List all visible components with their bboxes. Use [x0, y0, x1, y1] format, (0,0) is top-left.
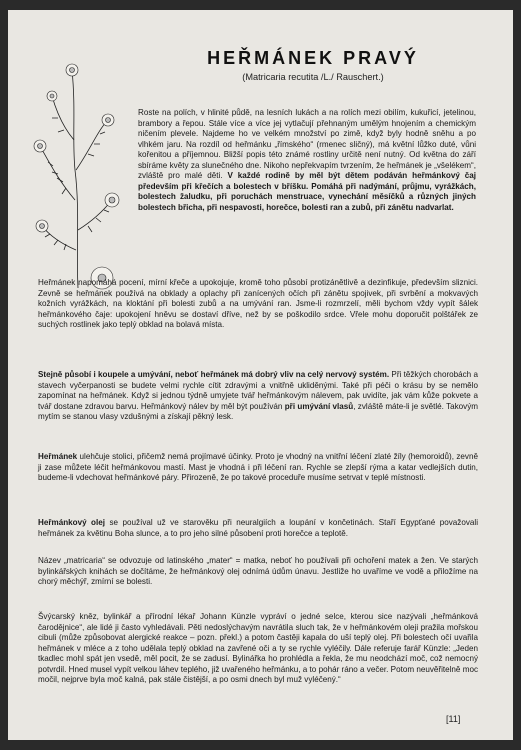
hair-wash-bold: při umývání vlasů	[284, 401, 354, 411]
paragraph-intro	[138, 108, 476, 213]
book-page	[8, 10, 513, 740]
page-subtitle: (Matricaria recutita /L./ Rauschert.)	[242, 72, 384, 82]
intro-bold-text: V každé rodině by měl být dětem podáván heřmánkový čaj především při křečích a bolestech v bříšku. Pomáhá při nadýmání, průjmu, vyrážkách, bolestech žaludku, při poruchách menstruace, vynechání měsíčků a různých jiných bolestech břicha, při nespavosti, horečce, bolesti ran a zubů, při zánětu nadvarlat.	[138, 171, 477, 212]
paragraph-oil	[38, 518, 478, 539]
digestion-text: ulehčuje stolici, přičemž nemá projímavé účinky. Proto je vhodný na vnitřní léčení zlaté žíly (hemoroidů), zevně ji zase můžete léčit heřmánkovou mastí. Mast je vhodná i při léčení ran. Rychle se zlepší rýma a katar vedlejších dutin, budeme-li vdechovat heřmánkové páry. Přirozeně, že po takové proceduře musíme setrvat v teplé místnosti.	[38, 452, 478, 482]
baths-text-end: , zvláště máte-li je světlé. Takovým mytím se stanou vlasy vzdušnými a získají pěkný lesk.	[38, 401, 479, 421]
intro-text: Roste na polích, v hlinité půdě, na lesních lukách a na rolích mezi obilím, kukuřicí, jetelinou, brambory a řepou. Stále více a více jej vytlačují přehnaným umělým hnojením a chemickým ničením plevele. Najdeme ho ve velkém množství po zimě, když byly hodně sněhu a po vlhkém jaru. Na rozdíl od heřmánku „římského“ (rmenec sličný), má květní lůžko duté, vůni kořenitou a příjemnou. Bližší popis této známé rostliny určitě není nutný. Od května do září sbíráme květy za slunečného dne. Nikoho nepřekvapím tvrzením, že heřmánek je „všelékem“, zvláště pro malé děti.	[138, 108, 476, 180]
paragraph-digestion	[38, 452, 478, 484]
oil-bold-lead: Heřmánkový olej	[38, 518, 106, 527]
chamomile-illustration	[18, 50, 130, 290]
paragraph-kunzle-story: Švýcarský kněz, bylinkář a přírodní lékař Johann Künzle vypráví o jedné selce, kterou sice nazývali „heřmánková čarodějnice“, ale lidé ji často vyhledávali. Pěti nedoslýchavým navrátila sluch tak, že v heřmánkovém oleji pražila mořskou cibuli (může způsobovat alergické reakce – pozn. překl.) a potom častěji kapala do uší teplý olej. Při bolestech očí uvařila heřmánek v mléce a z toho udělala teplý obklad na zavřené oči a ty se rychle vyléčily. Dále referuje farář Künzle: „Jeden tkadlec mohl spát jen vsedě, měl pocit, že se zadusí. Bylinářka ho prohlédla a řekla, že mu neodchází moč, což nemocný potvrdil. Hned musel vypít velkou láhev teplého, již uvařeného heřmánku, a to pohár ráno a večer. Potom neuvěřitelně moc močil, nejprve byla moč kalná, pak stále čistější, a po osmi dnech byl muž vyléčený.“	[38, 612, 478, 684]
paragraph-baths	[38, 370, 478, 423]
page-number: [11]	[446, 714, 461, 724]
baths-bold-lead: Stejně působí i koupele a umývání, neboť heřmánek má dobrý vliv na celý nervový systém.	[38, 370, 390, 379]
page-title: HEŘMÁNEK PRAVÝ	[207, 48, 419, 68]
paragraph-effects: Heřmánek napomáhá pocení, mírní křeče a upokojuje, kromě toho působí protizánětlivě a dezinfikuje, především sliznici. Zevně se heřmánek používá na obklady a oplachy při zanícených očích při zánětu spojivek, při svrbění a mokvavých kožních vyrážkách, na kloktání při bolesti zubů a na umývání ran. Jsme-li rozmrzelí, měli bychom vždy vypít šálek heřmánkového čaje: upokojení hněvu se dostaví dříve, než by se poškodilo srdce. Vřele mohu doporučit polštářek ze suchých rostlinek jako teplý obklad na bolavá místa.	[38, 278, 478, 329]
digestion-bold-lead: Heřmánek	[38, 452, 78, 461]
baths-text: Při těžkých chorobách a stavech vyčerpanosti se budete velmi rychle cítit zdravými a vnitřně ukliděnými. Také při péči o krásu by se nemělo zapomínat na heřmánek. Když si jednou týdně umyjete tvář heřmánkovým nálevem, pak uvidíte, jak vám kůže pokvete a tvář dostane zdravou barvu. Heřmánkový nálev by měl být používán	[38, 370, 478, 411]
paragraph-name-origin: Název „matricaria“ se odvozuje od latinského „mater“ = matka, neboť ho používali při ochoření matek a žen. Ve starých bylinkářských knihách se dočítáme, že heřmánkový olej odnímá údům únavu. Jestliže ho uvaříme ve vodě a přiložíme na chorý měchýř, zmírní se bolesti.	[38, 556, 478, 586]
oil-text: se používal už ve starověku při neuralgiích a loupání v končetinách. Staří Egypťané považovali heřmánek za květinu Boha slunce, a to pro jeho silné působení proti horečce a teplotě.	[38, 518, 479, 538]
